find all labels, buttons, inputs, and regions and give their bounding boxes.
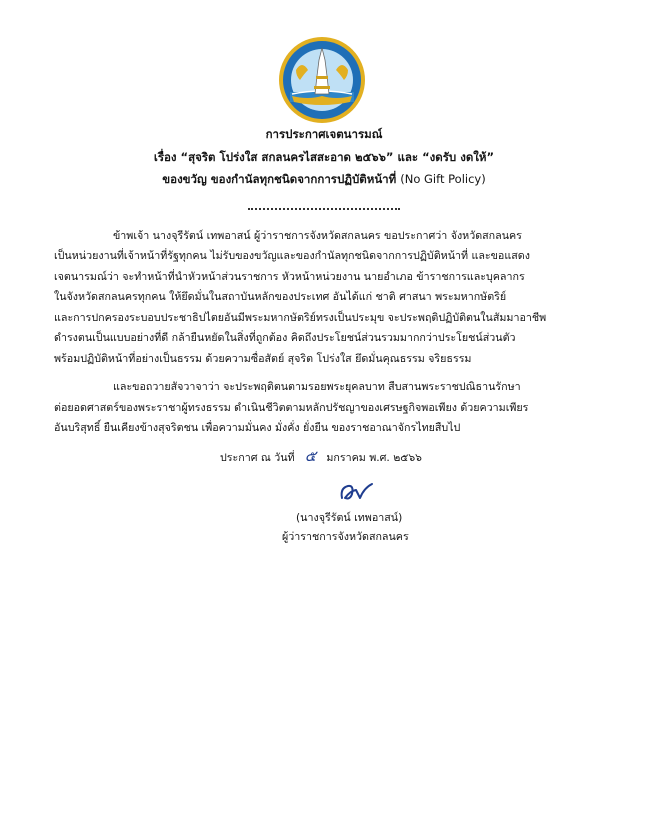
paragraph1-line: พร้อมปฏิบัติหน้าที่อย่างเป็นธรรม ด้วยความซื่อสัตย์ สุจริต โปร่งใส ยึดมั่นคุณธรรม จริยธรรม <box>54 352 472 365</box>
announcement-date <box>220 448 422 466</box>
handwritten-signature <box>336 476 376 506</box>
announcement-prefix: ประกาศ ณ วันที่ <box>220 451 295 464</box>
subtitle-thai: ของขวัญ ของกำนัลทุกชนิดจากการปฏิบัติหน้าที่ <box>162 172 397 186</box>
paragraph2-line: อันบริสุทธิ์ ยืนเคียงข้างสุจริตชน เพื่อความมั่นคง มั่งคั่ง ยั่งยืน ของราชอาณาจักรไทยสืบไป <box>54 421 461 434</box>
paragraph1-line: เจตนารมณ์ว่า จะทำหน้าที่นำหัวหน้าส่วนราชการ หัวหน้าหน่วยงาน นายอำเภอ ข้าราชการและบุคลากร <box>54 270 525 283</box>
signatory-name: (นางจุรีรัตน์ เทพอาสน์) <box>296 511 403 524</box>
document-title: การประกาศเจตนารมณ์ <box>265 127 383 141</box>
paragraph1-line: ข้าพเจ้า นางจุรีรัตน์ เทพอาสน์ ผู้ว่าราชการจังหวัดสกลนคร ขอประกาศว่า จังหวัดสกลนคร <box>113 229 522 242</box>
province-seal-logo <box>278 36 366 124</box>
document-subtitle <box>0 171 648 188</box>
announcement-day: ๕ <box>304 447 317 465</box>
document-subject: เรื่อง “สุจริต โปร่งใส สกลนครไสสะอาด ๒๕๖๖” และ “งดรับ งดให้” <box>153 150 495 164</box>
paragraph1-line: ในจังหวัดสกลนครทุกคน ให้ยึดมั่นในสถาบันหลักของประเทศ อันได้แก่ ชาติ ศาสนา พระมหากษัตริย์ <box>54 290 507 303</box>
announcement-month-year: มกราคม พ.ศ. ๒๕๖๖ <box>326 451 422 464</box>
paragraph1-line: เป็นหน่วยงานที่เจ้าหน้าที่รัฐทุกคน ไม่รับของขวัญและของกำนัลทุกชนิดจากการปฏิบัติหน้าที่ และขอแสดง <box>54 249 530 262</box>
paragraph2-line: ต่อยอดศาสตร์ของพระราชาผู้ทรงธรรม ดำเนินชีวิตตามหลักปรัชญาของเศรษฐกิจพอเพียง ด้วยความเพียร <box>54 401 529 414</box>
paragraph1-line: ดำรงตนเป็นแบบอย่างที่ดี กล้ายืนหยัดในสิ่งที่ถูกต้อง คิดถึงประโยชน์ส่วนรวมมากกว่าประโยชน์ส่วนตัว <box>54 331 516 344</box>
paragraph1-line: และการปกครองระบอบประชาธิปไตยอันมีพระมหากษัตริย์ทรงเป็นประมุข จะประพฤติปฏิบัติตนในสัมมาอาชีพ <box>54 311 547 324</box>
paragraph2-line: และขอถวายสัจวาจาว่า จะประพฤติตนตามรอยพระยุคลบาท สืบสานพระราชปณิธานรักษา <box>113 380 521 393</box>
subtitle-english: (No Gift Policy) <box>400 172 486 186</box>
separator-dotted-line <box>248 198 400 210</box>
signatory-position: ผู้ว่าราชการจังหวัดสกลนคร <box>282 530 409 543</box>
